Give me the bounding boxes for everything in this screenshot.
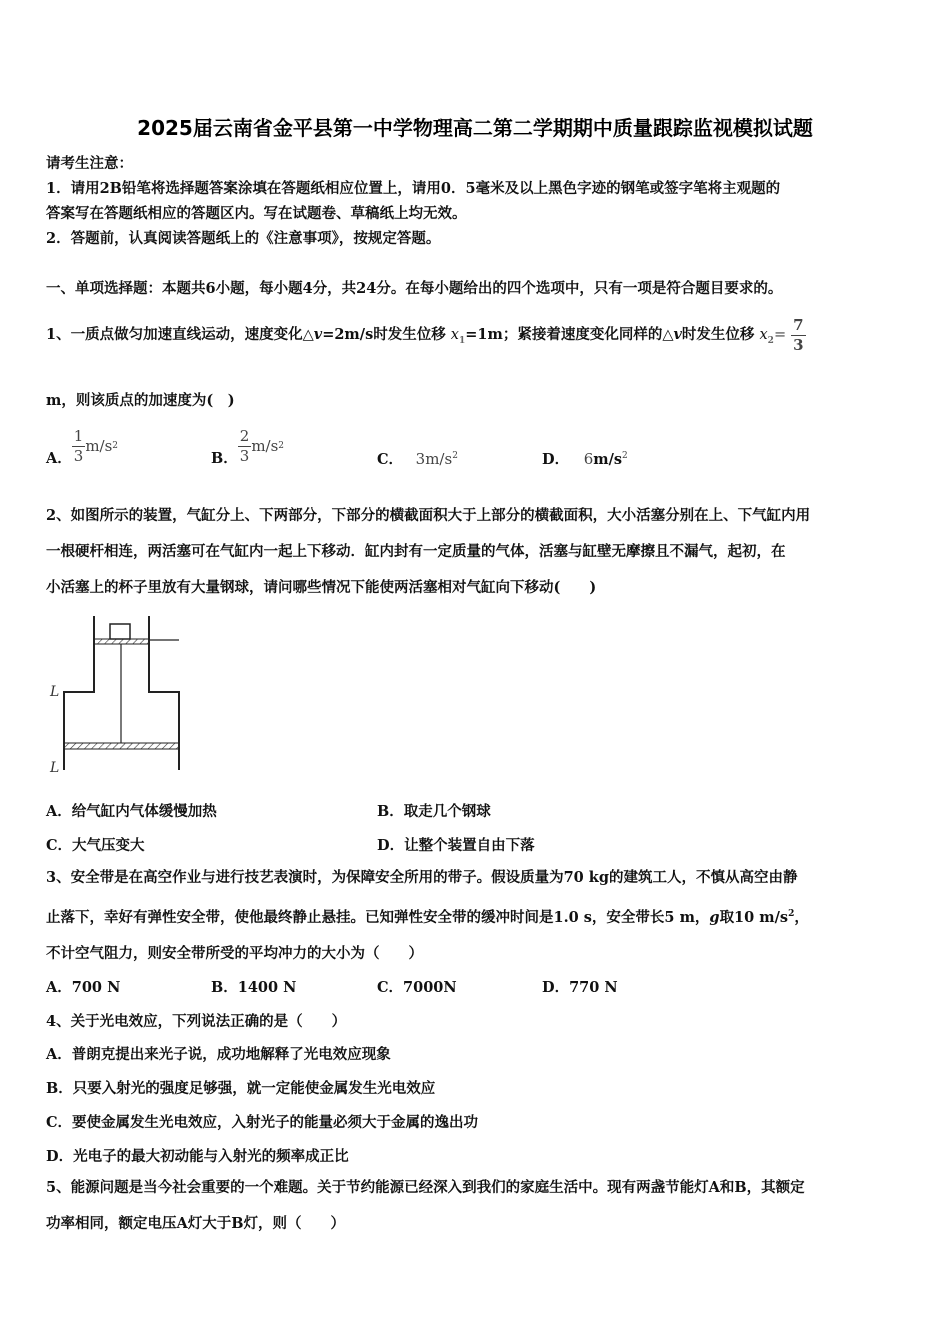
- q5-stem: 5、能源问题是当今社会重要的一个难题。关于节约能源已经深入到我们的家庭生活中。现有两盏节能灯A和B，其额定 功率相同，额定电压A灯大于B灯，则（ ）: [46, 1179, 805, 1232]
- q3-option-a: A．700 N: [46, 979, 121, 996]
- q1-option-d: D． $6m/s^2$: [542, 450, 628, 468]
- q1-option-c: C． $3m/s^2$: [377, 450, 458, 468]
- q2-option-c: C．大气压变大: [46, 837, 145, 854]
- cylinder-diagram: [46, 610, 186, 780]
- fig-label-l-top: L: [50, 684, 60, 700]
- q1-fraction: $\frac{7}{3}$: [793, 315, 804, 354]
- q4-stem: 4、关于光电效应，下列说法正确的是（ ）: [46, 1013, 347, 1030]
- notice-line-1: 1．请用2B铅笔将选择题答案涂填在答题纸相应位置上，请用0．5毫米及以上黑色字迹的钢笔或签字笔将主观题的: [46, 180, 781, 197]
- q1-stem: 1、一质点做匀加速直线运动，速度变化△v=2m/s时发生位移 $x_1=1m$；紧接着速度变化同样的△v时发生位移 $x_2=$ $\frac{7}{3}$: [46, 315, 804, 354]
- fig-label-l-bottom: L: [50, 760, 60, 776]
- page-title: 2025届云南省金平县第一中学物理高二第二学期期中质量跟踪监视模拟试题: [137, 116, 813, 140]
- q1-option-a-fraction: $\frac{1}{3}$: [73, 426, 84, 465]
- q1-option-a: A． $\frac{1}{3}$ m/s 2: [46, 426, 119, 467]
- q1-option-b: B． $\frac{2}{3}$ m/s 2: [211, 426, 285, 467]
- q2-stem: 2、如图所示的装置，气缸分上、下两部分，下部分的横截面积大于上部分的横截面积，大小活塞分别在上、下气缸内用 一根硬杆相连，两活塞可在气缸内一起上下移动．缸内封有一定质量的气体，活塞与缸壁无摩擦且不漏气，起初，在 小活塞上的杯子里放有大量钢球，请问哪些情况下能使两活塞相对气缸向下移动( ): [46, 507, 811, 596]
- q1-stem-end: m，则该质点的加速度为( ): [46, 392, 235, 409]
- q3-stem: 3、安全带是在高空作业与进行技艺表演时，为保障安全所用的带子。假设质量为70 kg的建筑工人，不慎从高空由静 止落下，幸好有弹性安全带，使他最终静止悬挂。已知弹性安全带的缓冲时间是1.0 s，安全带长5 m，g取10 $m/s^2$， 不计空气阻力，则安全带所受的平均冲力的大小为（ ）: [46, 869, 809, 962]
- q2-option-d: D．让整个装置自由下落: [377, 837, 535, 854]
- q2-option-b: B．取走几个钢球: [377, 803, 491, 820]
- q2-option-a: A．给气缸内气体缓慢加热: [46, 803, 217, 820]
- notice-line-1-cont: 答案写在答题纸相应的答题区内。写在试题卷、草稿纸上均无效。: [46, 205, 467, 222]
- notice-heading: 请考生注意：: [46, 155, 133, 172]
- q3-option-b: B．1400 N: [211, 979, 297, 996]
- q4-option-a: A．普朗克提出来光子说，成功地解释了光电效应现象: [46, 1046, 391, 1063]
- notice-line-2: 2．答题前，认真阅读答题纸上的《注意事项》，按规定答题。: [46, 230, 441, 247]
- q3-option-c: C．7000N: [377, 979, 457, 996]
- q4-option-b: B．只要入射光的强度足够强，就一定能使金属发生光电效应: [46, 1080, 436, 1097]
- q4-option-c: C．要使金属发生光电效应，入射光子的能量必须大于金属的逸出功: [46, 1114, 479, 1131]
- q1-option-b-fraction: $\frac{2}{3}$: [239, 426, 250, 465]
- q3-option-d: D．770 N: [542, 979, 618, 996]
- section-heading: 一、单项选择题：本题共6小题，每小题4分，共24分。在每小题给出的四个选项中，只有一项是符合题目要求的。: [46, 280, 783, 297]
- q4-option-d: D．光电子的最大初动能与入射光的频率成正比: [46, 1148, 349, 1165]
